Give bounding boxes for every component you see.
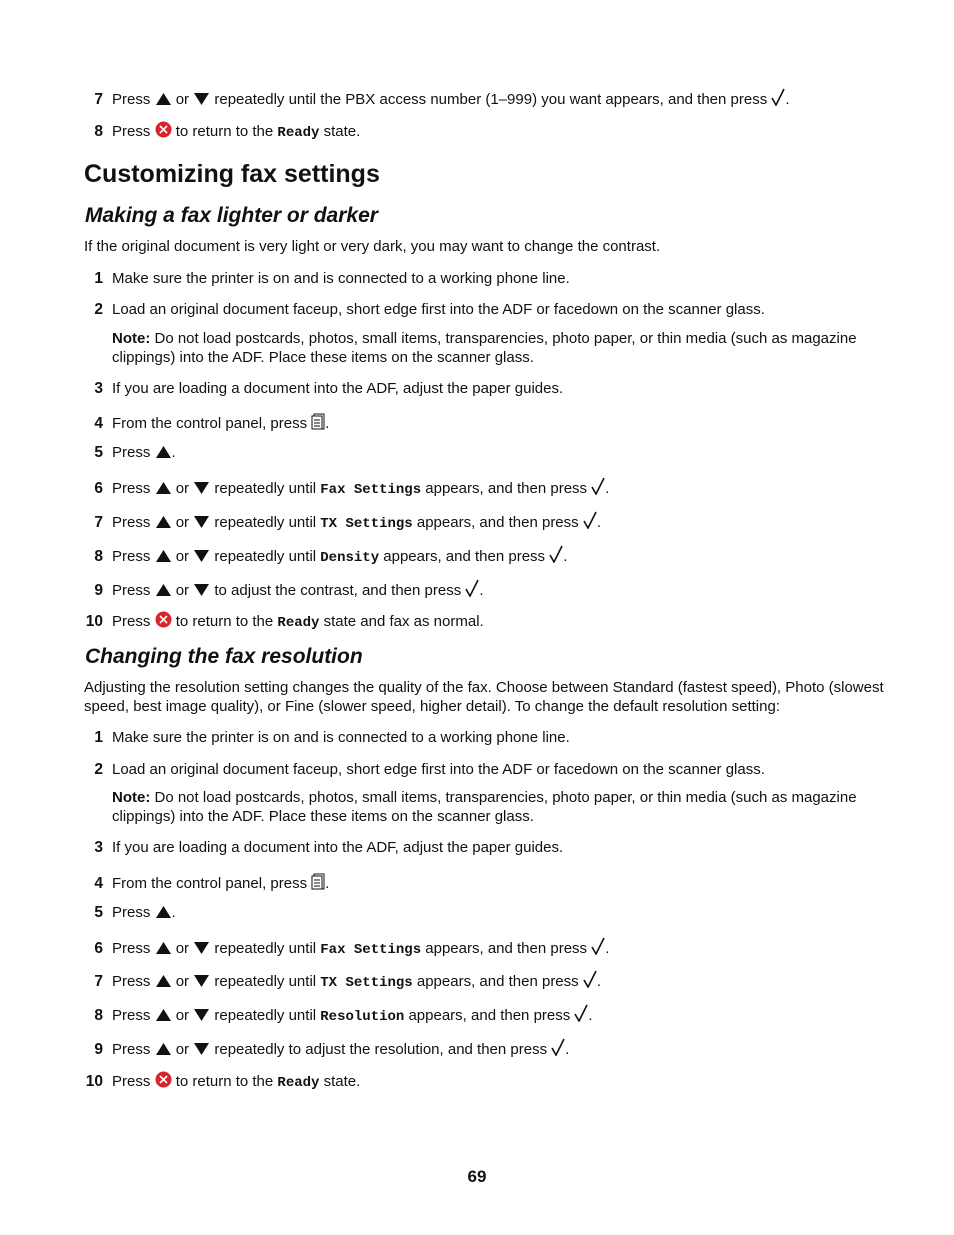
s2-step-3: 3 If you are loading a document into the ADF, adjust the paper guides.: [94, 839, 564, 856]
s2-step-2: 2 Load an original document faceup, short edge first into the ADF or facedown on the scanner glass.: [94, 761, 765, 778]
up-arrow-icon: [155, 549, 172, 563]
s2-step-10: 10 Press to return to the Ready state.: [85, 1073, 361, 1091]
s1-step-1: 1 Make sure the printer is on and is connected to a working phone line.: [94, 270, 570, 287]
stop-icon: [155, 1071, 172, 1088]
s2-note: Note: Do not load postcards, photos, small items, transparencies, photo paper, or thin media (such as magazine clippings) into the ADF. Place these items on the scanner glass.: [112, 789, 857, 825]
select-checkmark-icon: [771, 88, 785, 106]
down-arrow-icon: [193, 92, 210, 106]
s2-step-4: 4 From the control panel, press .: [84, 872, 884, 893]
select-checkmark-icon: [583, 970, 597, 988]
page-number: 69: [467, 1167, 487, 1186]
s1-step-9: 9 Press or to adjust the contrast, and then press .: [84, 579, 884, 600]
down-arrow-icon: [193, 583, 210, 597]
s1-step-5: 5 Press .: [94, 444, 176, 461]
s1-step-3: 3 If you are loading a document into the ADF, adjust the paper guides.: [94, 380, 564, 397]
select-checkmark-icon: [465, 579, 479, 597]
up-arrow-icon: [155, 481, 172, 495]
stop-icon: [155, 121, 172, 138]
up-arrow-icon: [155, 445, 172, 459]
s2-step-8: 8 Press or repeatedly until Resolution appears, and then press .: [84, 1004, 884, 1026]
up-arrow-icon: [155, 1042, 172, 1056]
menu-icon: [311, 412, 325, 430]
select-checkmark-icon: [591, 477, 605, 495]
select-checkmark-icon: [549, 545, 563, 563]
up-arrow-icon: [155, 905, 172, 919]
select-checkmark-icon: [583, 511, 597, 529]
up-arrow-icon: [155, 974, 172, 988]
section-intro: If the original document is very light or very dark, you may want to change the contrast.: [84, 238, 661, 255]
s1-step-8: 8 Press or repeatedly until Density appears, and then press .: [84, 545, 884, 567]
up-arrow-icon: [155, 515, 172, 529]
s1-step-6: 6 Press or repeatedly until Fax Settings appears, and then press .: [84, 477, 884, 499]
select-checkmark-icon: [551, 1038, 565, 1056]
s2-step-5: 5 Press .: [94, 904, 176, 921]
s1-note: Note: Do not load postcards, photos, small items, transparencies, photo paper, or thin media (such as magazine clippings) into the ADF. Place these items on the scanner glass.: [112, 330, 857, 366]
s1-step-10: 10 Press to return to the Ready state and fax as normal.: [85, 613, 484, 631]
s1-step-4: 4 From the control panel, press .: [84, 412, 884, 433]
page-heading: Customizing fax settings: [84, 160, 380, 188]
section-intro: Adjusting the resolution setting changes the quality of the fax. Choose between Standard (fastest speed), Photo (slowest speed, best image quality), or Fine (slower speed, higher detail). To change the default resolution setting:: [84, 679, 884, 715]
s2-step-1: 1 Make sure the printer is on and is connected to a working phone line.: [94, 729, 570, 746]
select-checkmark-icon: [574, 1004, 588, 1022]
down-arrow-icon: [193, 1008, 210, 1022]
down-arrow-icon: [193, 549, 210, 563]
s1-step-7: 7 Press or repeatedly until TX Settings appears, and then press .: [84, 511, 884, 533]
down-arrow-icon: [193, 481, 210, 495]
stop-icon: [155, 611, 172, 628]
down-arrow-icon: [193, 974, 210, 988]
step-7-pbx: 7 Press or repeatedly until the PBX access number (1–999) you want appears, and then press .: [84, 88, 884, 109]
section-title-fax-resolution: Changing the fax resolution: [85, 645, 363, 668]
down-arrow-icon: [193, 1042, 210, 1056]
up-arrow-icon: [155, 1008, 172, 1022]
up-arrow-icon: [155, 92, 172, 106]
select-checkmark-icon: [591, 937, 605, 955]
step-8-ready: 8 Press to return to the Ready state.: [94, 123, 361, 141]
down-arrow-icon: [193, 941, 210, 955]
s2-step-7: 7 Press or repeatedly until TX Settings appears, and then press .: [84, 970, 884, 992]
up-arrow-icon: [155, 941, 172, 955]
section-title-lighter-darker: Making a fax lighter or darker: [85, 204, 378, 227]
menu-icon: [311, 872, 325, 890]
up-arrow-icon: [155, 583, 172, 597]
s2-step-9: 9 Press or repeatedly to adjust the resolution, and then press .: [84, 1038, 884, 1059]
down-arrow-icon: [193, 515, 210, 529]
s2-step-6: 6 Press or repeatedly until Fax Settings appears, and then press .: [84, 937, 884, 959]
s1-step-2: 2 Load an original document faceup, short edge first into the ADF or facedown on the scanner glass.: [94, 301, 765, 318]
